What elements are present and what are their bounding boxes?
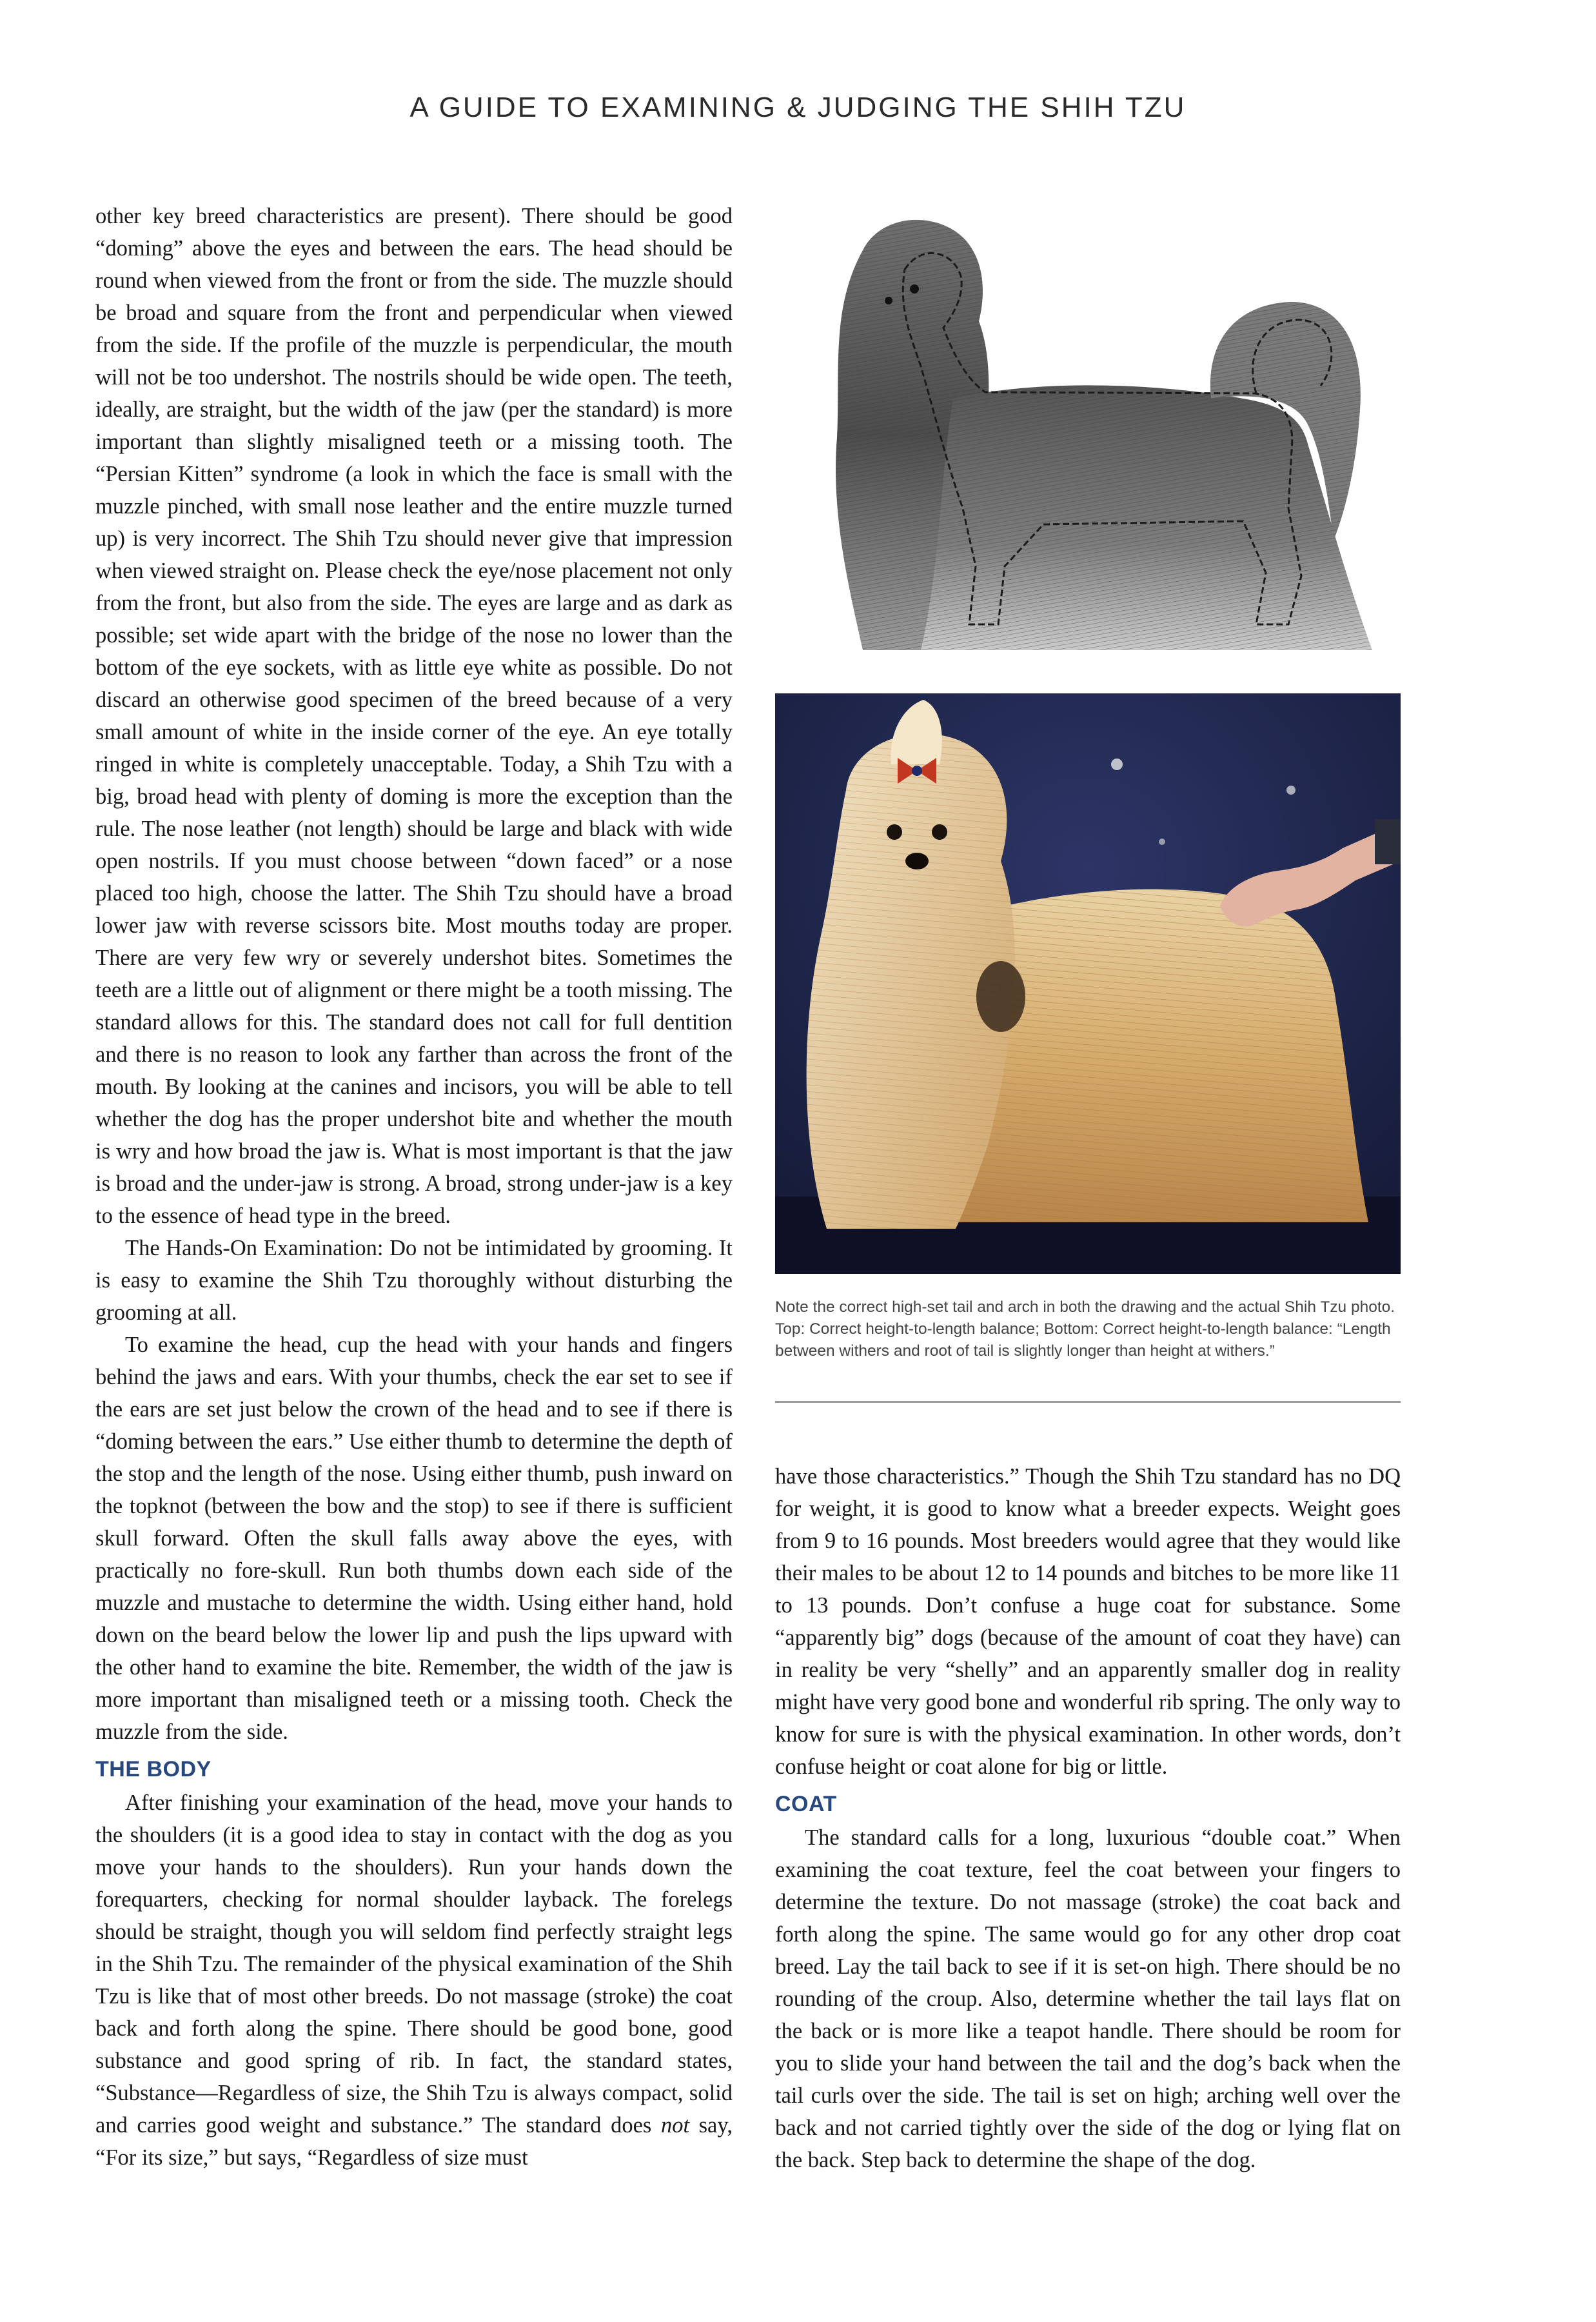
figure-caption: Note the correct high-set tail and arch in both the drawing and the actual Shih Tzu photo. Top: Correct height-to-length balance; Bottom: Correct height-to-length balance: “Length between withers and root of tail is slightly longer than height at withers.” [775, 1298, 1395, 1360]
shih-tzu-drawing [792, 205, 1392, 660]
right-column [775, 1460, 1401, 2176]
heading-the-body: THE BODY [95, 1757, 212, 1781]
paragraph-body-exam [95, 1787, 733, 2174]
heading-coat: COAT [775, 1792, 837, 1816]
paragraph-head-description: other key breed characteristics are present). There should be good “doming” above the eyes and between the ears. The head should be round when viewed from the front or from the side. The muzzle should be broad and square from the front and perpendicular when viewed from the side. If the profile of the muzzle is perpendicular, the mouth will not be too undershot. The nostrils should be wide open. The teeth, ideally, are straight, but the width of the jaw (per the standard) is more important than slightly misaligned teeth or a missing tooth. The “Persian Kitten” syndrome (a look in which the face is small with the muzzle pinched, with small nose leather and the entire muzzle turned up) is very incorrect. The Shih Tzu should never give that impression when viewed straight on. Please check the eye/nose placement not only from the front, but also from the side. The eyes are large and as dark as possible; set wide apart with the bridge of the nose no lower than the bottom of the eye sockets, with as little eye white as possible. Do not discard an otherwise good specimen of the breed because of a very small amount of white in the inside corner of the eye. An eye totally ringed in white is completely unacceptable. Today, a Shih Tzu with a big, broad head with plenty of doming is more the exception than the rule. The nose leather (not length) should be large and black with wide open nostrils. If you must choose between “down faced” or a nose placed too high, choose the latter. The Shih Tzu should have a broad lower jaw with reverse scissors bite. Most mouths today are proper. There are very few wry or severely undershot bites. Sometimes the teeth are a little out of alignment or there might be a tooth missing. The standard allows for this. The standard does not call for full dentition and there is no reason to look any farther than across the front of the mouth. By looking at the canines and incisors, you will be able to tell whether the dog has the proper undershot bite and whether the mouth is wry and how broad the jaw is. What is most important is that the jaw is broad and the under-jaw is strong. A broad, strong under-jaw is a key to the essence of head type in the breed. [95, 204, 733, 1228]
paragraph-hands-on: The Hands-On Examination: Do not be intimidated by grooming. It is easy to examine the Shih Tzu thoroughly without disturbing the grooming at all. [95, 1236, 733, 1325]
caption-divider [775, 1401, 1401, 1403]
running-header: A GUIDE TO EXAMINING & JUDGING THE SHIH TZU [409, 92, 1187, 123]
paragraph-coat: The standard calls for a long, luxurious “double coat.” When examining the coat texture, feel the coat between your fingers to determine the texture. Do not massage (stroke) the coat back and forth along the spine. The same would go for any other drop coat breed. Lay the tail back to see if it is set-on high. There should be no rounding of the croup. Also, determine whether the tail lays flat on the back or is more like a teapot handle. There should be room for you to slide your hand between the tail and the dog’s back when the tail curls over the side. The tail is set on high; arching well over the back and not carried tightly over the side of the dog or lying flat on the back. Step back to determine the shape of the dog. [775, 1825, 1401, 2172]
body-text-part-1: After finishing your examination of the head, move your hands to the shoulders (it is a good idea to stay in contact with the dog as you move your hands to the shoulders). Run your hands down the forequarters, checking for normal shoulder layback. The forelegs should be straight, though you will seldom find perfectly straight legs in the Shih Tzu. The remainder of the physical examination of the Shih Tzu is like that of most other breeds. Do not massage (stroke) the coat back and forth along the spine. There should be good bone, good substance and good spring of rib. In fact, the standard states, “Substance—Regardless of size, the Shih Tzu is always compact, solid and carries good weight and substance.” The standard does [95, 1791, 733, 2138]
shih-tzu-photo-icon [775, 693, 1401, 1274]
shih-tzu-sketch-icon [792, 205, 1392, 660]
left-column [95, 200, 733, 2174]
body-text-part-2: say, “For its size,” but says, “Regardless of size must [95, 2113, 733, 2170]
paragraph-weight: have those characteristics.” Though the Shih Tzu standard has no DQ for weight, it is good to know what a breeder expects. Weight goes from 9 to 16 pounds. Most breeders would agree that they would like their males to be about 12 to 14 pounds and bitches to be more like 11 to 13 pounds. Don’t confuse a huge coat for substance. Some “apparently big” dogs (because of the amount of coat they have) can in reality be very “shelly” and an apparently smaller dog in reality might have very good bone and wonderful rib spring. The only way to know for sure is with the physical examination. In other words, don’t confuse height or coat alone for big or little. [775, 1464, 1401, 1779]
shih-tzu-photo [775, 693, 1401, 1274]
emphasis-not: not [660, 2113, 690, 2138]
paragraph-head-exam: To examine the head, cup the head with your hands and fingers behind the jaws and ears. With your thumbs, check the ear set to see if the ears are set just below the crown of the head and to see if there is “doming between the ears.” Use either thumb to determine the depth of the stop and the length of the nose. Using either thumb, push inward on the topknot (between the bow and the stop) to see if there is sufficient skull forward. Often the skull falls away above the eyes, with practically no fore-skull. Run both thumbs down each side of the muzzle and mustache to determine the width. Using either hand, hold down on the beard below the lower lip and push the lips upward with the other hand to examine the bite. Remember, the width of the jaw is more important than misaligned teeth or a missing tooth. Check the muzzle from the side. [95, 1333, 733, 1744]
